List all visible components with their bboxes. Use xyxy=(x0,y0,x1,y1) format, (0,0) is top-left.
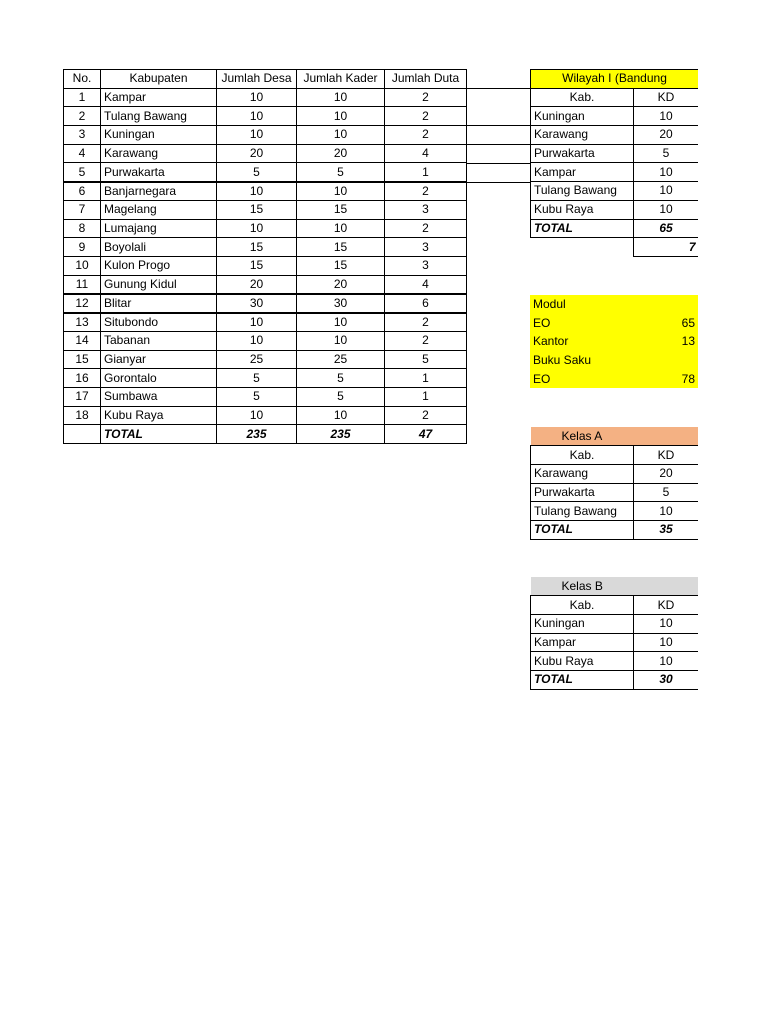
wilayah-cell-kd: 10 xyxy=(634,107,699,126)
page-crop-edge xyxy=(698,0,768,1024)
cell-kabupaten: Kubu Raya xyxy=(101,406,217,425)
wilayah-row xyxy=(531,163,699,182)
wilayah-extra-row xyxy=(531,238,699,257)
kelasA-total-label: TOTAL xyxy=(531,520,634,539)
cell-jumlah-duta: 1 xyxy=(385,163,467,182)
wilayah-cell-kab: Tulang Bawang xyxy=(531,182,634,201)
cell-jumlah-duta: 6 xyxy=(385,294,467,313)
wilayah-total-row xyxy=(531,219,699,238)
kelas-a-header-kab: Kab. xyxy=(531,446,634,465)
kelas-b-title-row xyxy=(531,577,699,596)
cell-kabupaten: Gianyar xyxy=(101,350,217,369)
kelasB-cell-kd: 10 xyxy=(634,614,699,633)
kelas-b-header-kab: Kab. xyxy=(531,596,634,615)
cell-jumlah-desa: 10 xyxy=(217,313,297,332)
cell-jumlah-desa: 5 xyxy=(217,388,297,407)
header-no: No. xyxy=(64,70,101,89)
cell-jumlah-kader: 15 xyxy=(297,200,385,219)
cell-kabupaten: Boyolali xyxy=(101,238,217,257)
cell-kabupaten: Gunung Kidul xyxy=(101,275,217,294)
cell-no: 9 xyxy=(64,238,101,257)
cell-no: 12 xyxy=(64,294,101,313)
table-row xyxy=(64,388,467,407)
wilayah-total-value: 65 xyxy=(634,219,699,238)
cell-jumlah-kader: 30 xyxy=(297,294,385,313)
table-row xyxy=(64,144,467,163)
wilayah-row xyxy=(531,144,699,163)
wilayah-cell-kab: Karawang xyxy=(531,126,634,145)
kelas-a-title xyxy=(531,427,699,446)
kelasA-cell-kab: Purwakarta xyxy=(531,483,634,502)
kelasA-cell-kab: Tulang Bawang xyxy=(531,502,634,521)
table-row xyxy=(64,294,467,313)
table-row xyxy=(64,88,467,107)
cell-jumlah-desa: 10 xyxy=(217,219,297,238)
header-row xyxy=(64,70,467,89)
cell-jumlah-duta: 1 xyxy=(385,369,467,388)
wilayah-row xyxy=(531,107,699,126)
cell-jumlah-desa: 5 xyxy=(217,163,297,182)
kelas-a-table xyxy=(530,427,699,540)
cell-jumlah-kader: 10 xyxy=(297,126,385,145)
cell-no: 7 xyxy=(64,200,101,219)
kelasA-cell-kab: Karawang xyxy=(531,464,634,483)
cell-jumlah-kader: 20 xyxy=(297,275,385,294)
table-row xyxy=(64,238,467,257)
cell-jumlah-duta: 2 xyxy=(385,88,467,107)
kelas-b-table xyxy=(530,577,699,690)
cell-no: 11 xyxy=(64,275,101,294)
cell-jumlah-desa: 20 xyxy=(217,144,297,163)
total-empty-cell xyxy=(64,425,101,444)
cell-jumlah-duta: 3 xyxy=(385,238,467,257)
wilayah-cell-kd: 5 xyxy=(634,144,699,163)
wilayah-title: Wilayah I (Bandung xyxy=(531,70,699,89)
cell-jumlah-desa: 10 xyxy=(217,88,297,107)
cell-kabupaten: Purwakarta xyxy=(101,163,217,182)
kelasA-row xyxy=(531,483,699,502)
cell-jumlah-kader: 10 xyxy=(297,88,385,107)
cell-kabupaten: Lumajang xyxy=(101,219,217,238)
cell-jumlah-duta: 2 xyxy=(385,331,467,350)
cell-kabupaten: Kulon Progo xyxy=(101,256,217,275)
cell-jumlah-kader: 25 xyxy=(297,350,385,369)
wilayah-row xyxy=(531,200,699,219)
cell-jumlah-duta: 3 xyxy=(385,256,467,275)
cell-jumlah-desa: 20 xyxy=(217,275,297,294)
cell-no: 5 xyxy=(64,163,101,182)
modul-row xyxy=(530,314,698,333)
modul-label: EO xyxy=(530,370,633,389)
modul-label: EO xyxy=(530,314,633,333)
header-jumlah-desa: Jumlah Desa xyxy=(217,70,297,89)
wilayah-cell-kd: 10 xyxy=(634,163,699,182)
kelasB-row xyxy=(531,633,699,652)
kelasB-cell-kd: 10 xyxy=(634,633,699,652)
wilayah-header-row xyxy=(531,88,699,107)
cell-jumlah-desa: 30 xyxy=(217,294,297,313)
total-duta: 47 xyxy=(385,425,467,444)
kelas-a-header-row xyxy=(531,446,699,465)
cell-jumlah-kader: 10 xyxy=(297,313,385,332)
cell-jumlah-kader: 10 xyxy=(297,107,385,126)
kelasB-cell-kd: 10 xyxy=(634,652,699,671)
kelas-b-header-row xyxy=(531,596,699,615)
kabupaten-table xyxy=(63,69,467,444)
cell-jumlah-duta: 2 xyxy=(385,126,467,145)
header-jumlah-duta: Jumlah Duta xyxy=(385,70,467,89)
modul-value: 65 xyxy=(633,314,698,333)
cell-jumlah-duta: 2 xyxy=(385,406,467,425)
cell-jumlah-kader: 5 xyxy=(297,163,385,182)
kelas-b-title-text: Kelas B xyxy=(561,578,603,593)
table-row xyxy=(64,313,467,332)
modul-value xyxy=(633,351,698,370)
kelasB-row xyxy=(531,652,699,671)
kelasB-cell-kab: Kubu Raya xyxy=(531,652,634,671)
cell-no: 13 xyxy=(64,313,101,332)
cell-jumlah-duta: 1 xyxy=(385,388,467,407)
table-row xyxy=(64,331,467,350)
cell-kabupaten: Gorontalo xyxy=(101,369,217,388)
cell-jumlah-duta: 2 xyxy=(385,107,467,126)
kelasA-cell-kd: 10 xyxy=(634,502,699,521)
cell-no: 14 xyxy=(64,331,101,350)
cell-jumlah-duta: 2 xyxy=(385,313,467,332)
cell-kabupaten: Sumbawa xyxy=(101,388,217,407)
wilayah-cell-kd: 10 xyxy=(634,200,699,219)
wilayah-cell-kab: Kuningan xyxy=(531,107,634,126)
kelasB-total-value: 30 xyxy=(634,670,699,689)
kelasA-cell-kd: 20 xyxy=(634,464,699,483)
modul-row xyxy=(530,351,698,370)
cell-no: 17 xyxy=(64,388,101,407)
table-row xyxy=(64,369,467,388)
table-row xyxy=(64,182,467,201)
wilayah-table xyxy=(530,69,699,257)
table-row xyxy=(64,107,467,126)
wilayah-header-kd: KD xyxy=(634,88,699,107)
total-row xyxy=(64,425,467,444)
cell-jumlah-desa: 10 xyxy=(217,182,297,201)
cell-kabupaten: Banjarnegara xyxy=(101,182,217,201)
header-jumlah-kader: Jumlah Kader xyxy=(297,70,385,89)
wilayah-cell-kab: Purwakarta xyxy=(531,144,634,163)
wilayah-total-label: TOTAL xyxy=(531,219,634,238)
cell-kabupaten: Situbondo xyxy=(101,313,217,332)
cell-jumlah-kader: 15 xyxy=(297,238,385,257)
wilayah-cell-kab: Kampar xyxy=(531,163,634,182)
modul-row xyxy=(530,370,698,389)
cell-jumlah-desa: 25 xyxy=(217,350,297,369)
connector-line xyxy=(466,88,530,89)
table-row xyxy=(64,256,467,275)
wilayah-cell-kab: Kubu Raya xyxy=(531,200,634,219)
cell-no: 1 xyxy=(64,88,101,107)
cell-jumlah-desa: 10 xyxy=(217,107,297,126)
wilayah-row xyxy=(531,126,699,145)
cell-kabupaten: Karawang xyxy=(101,144,217,163)
table-row xyxy=(64,200,467,219)
modul-value xyxy=(633,295,698,314)
connector-line xyxy=(466,182,530,183)
modul-value: 78 xyxy=(633,370,698,389)
kelas-b-title xyxy=(531,577,699,596)
kelasB-total-label: TOTAL xyxy=(531,670,634,689)
kelasA-row xyxy=(531,502,699,521)
cell-kabupaten: Tabanan xyxy=(101,331,217,350)
kelasB-total-row xyxy=(531,670,699,689)
cell-jumlah-kader: 10 xyxy=(297,331,385,350)
cell-jumlah-kader: 20 xyxy=(297,144,385,163)
table-row xyxy=(64,350,467,369)
header-kabupaten: Kabupaten xyxy=(101,70,217,89)
wilayah-cell-kd: 10 xyxy=(634,182,699,201)
table-row xyxy=(64,126,467,145)
table-row xyxy=(64,219,467,238)
kelasA-total-row xyxy=(531,520,699,539)
cell-no: 8 xyxy=(64,219,101,238)
modul-table xyxy=(530,295,698,388)
modul-row xyxy=(530,332,698,351)
cell-jumlah-duta: 4 xyxy=(385,275,467,294)
wilayah-title-row xyxy=(531,70,699,89)
kelasA-total-value: 35 xyxy=(634,520,699,539)
cell-jumlah-kader: 10 xyxy=(297,182,385,201)
cell-jumlah-kader: 10 xyxy=(297,219,385,238)
table-row xyxy=(64,163,467,182)
cell-jumlah-duta: 5 xyxy=(385,350,467,369)
total-label: TOTAL xyxy=(101,425,217,444)
modul-value: 13 xyxy=(633,332,698,351)
cell-jumlah-desa: 15 xyxy=(217,256,297,275)
table-row xyxy=(64,406,467,425)
cell-jumlah-duta: 2 xyxy=(385,182,467,201)
modul-label: Buku Saku xyxy=(530,351,633,370)
modul-label: Kantor xyxy=(530,332,633,351)
cell-no: 10 xyxy=(64,256,101,275)
cell-kabupaten: Tulang Bawang xyxy=(101,107,217,126)
cell-no: 4 xyxy=(64,144,101,163)
kelas-a-title-row xyxy=(531,427,699,446)
cell-jumlah-duta: 2 xyxy=(385,219,467,238)
cell-jumlah-kader: 5 xyxy=(297,388,385,407)
cell-jumlah-kader: 5 xyxy=(297,369,385,388)
kelas-b-header-kd: KD xyxy=(634,596,699,615)
wilayah-row xyxy=(531,182,699,201)
cell-no: 6 xyxy=(64,182,101,201)
kelas-a-header-kd: KD xyxy=(634,446,699,465)
total-desa: 235 xyxy=(217,425,297,444)
kelasB-row xyxy=(531,614,699,633)
connector-line xyxy=(466,144,530,145)
cell-jumlah-duta: 3 xyxy=(385,200,467,219)
connector-line xyxy=(466,163,530,164)
cell-no: 16 xyxy=(64,369,101,388)
cell-no: 2 xyxy=(64,107,101,126)
cell-jumlah-kader: 10 xyxy=(297,406,385,425)
table-row xyxy=(64,275,467,294)
cell-jumlah-desa: 15 xyxy=(217,238,297,257)
cell-jumlah-desa: 15 xyxy=(217,200,297,219)
kelasA-row xyxy=(531,464,699,483)
cell-kabupaten: Blitar xyxy=(101,294,217,313)
wilayah-extra-value: 7 xyxy=(634,238,699,257)
cell-kabupaten: Kuningan xyxy=(101,126,217,145)
cell-no: 18 xyxy=(64,406,101,425)
wilayah-extra-empty xyxy=(531,238,634,257)
cell-jumlah-desa: 5 xyxy=(217,369,297,388)
cell-kabupaten: Magelang xyxy=(101,200,217,219)
connector-line xyxy=(466,125,530,126)
cell-kabupaten: Kampar xyxy=(101,88,217,107)
cell-jumlah-desa: 10 xyxy=(217,331,297,350)
cell-jumlah-desa: 10 xyxy=(217,406,297,425)
kelasB-cell-kab: Kuningan xyxy=(531,614,634,633)
kelasB-cell-kab: Kampar xyxy=(531,633,634,652)
cell-no: 3 xyxy=(64,126,101,145)
cell-jumlah-duta: 4 xyxy=(385,144,467,163)
cell-jumlah-kader: 15 xyxy=(297,256,385,275)
modul-row xyxy=(530,295,698,314)
cell-jumlah-desa: 10 xyxy=(217,126,297,145)
wilayah-header-kab: Kab. xyxy=(531,88,634,107)
total-kader: 235 xyxy=(297,425,385,444)
kelasA-cell-kd: 5 xyxy=(634,483,699,502)
cell-no: 15 xyxy=(64,350,101,369)
kelas-a-title-text: Kelas A xyxy=(561,428,603,443)
wilayah-cell-kd: 20 xyxy=(634,126,699,145)
modul-label: Modul xyxy=(530,295,633,314)
